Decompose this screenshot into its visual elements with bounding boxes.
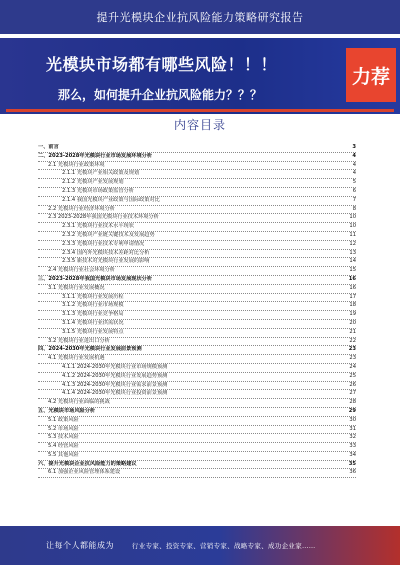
toc-entry-page: 4 — [352, 170, 356, 177]
toc-title: 内容目录 — [173, 118, 226, 132]
toc-entry-page: 33 — [349, 443, 356, 450]
toc-entry-text: 2.1.1 光模块产业相关政策及规划 — [62, 170, 140, 177]
footer-bar — [0, 526, 400, 565]
toc-entry[interactable] — [38, 426, 356, 435]
toc-entry[interactable] — [38, 320, 356, 329]
toc-entry-page: 19 — [349, 311, 356, 318]
toc-entry-page: 16 — [348, 275, 356, 282]
toc-entry[interactable] — [38, 144, 356, 153]
toc-entry-page: 29 — [348, 407, 356, 414]
report-title: 提升光模块企业抗风险能力策略研究报告 — [96, 11, 304, 24]
toc-entry-text: 4.2 光模块行业面临的挑战 — [48, 399, 110, 406]
toc-entry-page: 21 — [349, 328, 356, 335]
table-of-contents — [38, 144, 356, 478]
toc-entry[interactable] — [38, 390, 356, 399]
toc-entry-text: 5.2 市场风险 — [48, 425, 79, 432]
brand-text: 力荐 — [351, 65, 390, 88]
toc-entry-page: 15 — [349, 267, 356, 274]
toc-entry-text: 2.3.4 国内外光模块技术差距对比分析 — [62, 249, 150, 256]
toc-entry-page: 11 — [349, 231, 356, 238]
toc-entry[interactable] — [38, 302, 356, 311]
toc-entry-text: 2.1.2 光模块产业发展规划 — [62, 179, 124, 186]
toc-entry-text: 4.1.4 2024-2030年光模块行业投资前景预测 — [62, 390, 168, 397]
toc-entry[interactable] — [38, 170, 356, 179]
toc-entry-text: 2.3.3 光模块行业技术专利申请情况 — [62, 240, 145, 247]
toc-entry[interactable] — [38, 223, 356, 232]
toc-entry-page: 17 — [349, 293, 356, 300]
toc-entry-text: 2.3.5 新技术对光模块行业发展的影响 — [62, 258, 150, 265]
toc-entry-page: 32 — [349, 434, 356, 441]
toc-entry[interactable] — [38, 399, 356, 408]
toc-entry-text: 4.1.2 2024-2030年光模块行业发展趋势预测 — [62, 372, 168, 379]
toc-entry-text: 六、提升光模块企业抗风险能力的策略建议 — [38, 460, 137, 467]
toc-entry-text: 四、2024-2030年光模块行业发展前景预测 — [38, 346, 142, 353]
toc-entry-page: 4 — [352, 161, 356, 168]
toc-entry-text: 3.1.1 光模块行业发展历程 — [62, 293, 124, 300]
toc-entry-page: 23 — [348, 346, 356, 353]
toc-entry[interactable] — [38, 197, 356, 206]
footer-roles: 行业专家、投资专家、营销专家、战略专家、成功企业家…… — [132, 542, 316, 550]
toc-entry-text: 2.4 光模块行业社会环境分析 — [48, 267, 115, 274]
banner-accent-line — [6, 109, 394, 112]
toc-entry-text: 3.1 光模块行业发展概况 — [48, 284, 105, 291]
toc-entry[interactable] — [38, 338, 356, 347]
toc-entry-page: 5 — [352, 179, 356, 186]
toc-entry[interactable] — [38, 434, 356, 443]
toc-entry-text: 2.3 2023-2028年我国光模块行业技术环境分析 — [48, 214, 159, 221]
toc-entry-text: 五、光模块市场风险分析 — [38, 407, 96, 414]
toc-entry[interactable] — [38, 469, 356, 478]
toc-entry-page: 3 — [352, 144, 356, 150]
toc-entry[interactable] — [38, 153, 356, 162]
toc-entry[interactable] — [38, 241, 356, 250]
toc-entry-text: 5.4 经营风险 — [48, 443, 79, 450]
toc-entry-text: 2.1 光模块行业政策环境 — [48, 161, 105, 168]
toc-entry-page: 10 — [349, 214, 356, 221]
toc-entry-text: 2.3.1 光模块行业技术水平现状 — [62, 223, 134, 230]
toc-entry[interactable] — [38, 285, 356, 294]
toc-entry[interactable] — [38, 355, 356, 364]
footer-slogan: 让每个人都能成为 — [46, 541, 114, 550]
toc-entry-page: 8 — [352, 205, 356, 212]
toc-entry-page: 7 — [352, 196, 356, 203]
toc-entry[interactable] — [38, 417, 356, 426]
toc-entry[interactable] — [38, 329, 356, 338]
toc-entry[interactable] — [38, 373, 356, 382]
toc-entry-page: 22 — [349, 337, 356, 344]
toc-entry-text: 2.2 光模块行业经济环境分析 — [48, 205, 115, 212]
toc-entry[interactable] — [38, 267, 356, 276]
toc-entry[interactable] — [38, 214, 356, 223]
toc-entry[interactable] — [38, 364, 356, 373]
toc-entry[interactable] — [38, 311, 356, 320]
toc-entry[interactable] — [38, 179, 356, 188]
toc-entry[interactable] — [38, 206, 356, 215]
toc-entry-text: 5.3 技术风险 — [48, 434, 79, 441]
toc-entry[interactable] — [38, 162, 356, 171]
toc-entry[interactable] — [38, 408, 356, 417]
toc-entry[interactable] — [38, 250, 356, 259]
toc-entry-text: 4.1 光模块行业发展机遇 — [48, 355, 105, 362]
toc-entry[interactable] — [38, 276, 356, 285]
toc-entry[interactable] — [38, 346, 356, 355]
toc-entry-page: 36 — [349, 469, 356, 476]
toc-entry-page: 35 — [348, 460, 356, 467]
banner-headline-1: 光模块市场都有哪些风险！！！ — [46, 55, 278, 74]
toc-entry-page: 16 — [349, 284, 356, 291]
toc-entry-text: 2.1.4 我国光模块产业政策与国际政策对比 — [62, 196, 160, 203]
toc-entry[interactable] — [38, 452, 356, 461]
toc-entry-page: 26 — [349, 381, 356, 388]
toc-entry-text: 3.1.2 光模块行业市场规模 — [62, 302, 124, 309]
toc-entry[interactable] — [38, 294, 356, 303]
toc-entry-text: 3.1.4 光模块行业供需状况 — [62, 319, 124, 326]
toc-entry-page: 12 — [349, 240, 356, 247]
toc-entry-text: 4.1.3 2024-2030年光模块行业需求前景预测 — [62, 381, 168, 388]
toc-entry-page: 14 — [349, 258, 356, 265]
toc-entry-page: 4 — [352, 152, 356, 159]
toc-entry-page: 20 — [349, 319, 356, 326]
toc-entry-page: 24 — [349, 363, 356, 370]
toc-entry[interactable] — [38, 232, 356, 241]
toc-entry-page: 31 — [349, 425, 356, 432]
toc-entry-page: 30 — [349, 416, 356, 423]
toc-entry-page: 6 — [352, 187, 356, 194]
toc-entry-text: 4.1.1 2024-2030年光模块行业市场规模预测 — [62, 363, 168, 370]
toc-entry-page: 25 — [349, 372, 356, 379]
toc-entry-text: 一、前言 — [38, 144, 59, 150]
toc-entry[interactable] — [38, 382, 356, 391]
toc-entry[interactable] — [38, 443, 356, 452]
toc-entry[interactable] — [38, 188, 356, 197]
toc-entry-text: 二、2023-2028年光模块行业市场发展环境分析 — [38, 152, 153, 159]
toc-entry-text: 2.1.3 光模块市场政策监管分析 — [62, 187, 134, 194]
toc-entry-page: 13 — [349, 249, 356, 256]
toc-entry-text: 6.1 加强企业风险管理体系建设 — [48, 469, 121, 476]
toc-entry-page: 34 — [349, 451, 356, 458]
toc-entry-text: 3.2 光模块行业进出口分析 — [48, 337, 110, 344]
toc-entry-page: 28 — [349, 399, 356, 406]
toc-entry-text: 三、2023-2028年我国光模块市场发展现状分析 — [38, 275, 153, 282]
toc-entry-text: 5.5 其他风险 — [48, 451, 79, 458]
toc-entry-text: 3.1.5 光模块行业发展特点 — [62, 328, 124, 335]
toc-entry-page: 18 — [349, 302, 356, 309]
banner-headline-2: 那么，如何提升企业抗风险能力？？？ — [58, 88, 263, 102]
top-header-bar — [0, 0, 400, 34]
toc-entry-text: 3.1.3 光模块行业竞争格局 — [62, 311, 124, 318]
toc-entry-page: 27 — [349, 390, 356, 397]
toc-entry[interactable] — [38, 258, 356, 267]
toc-entry-page: 23 — [349, 355, 356, 362]
brand-badge — [346, 48, 396, 102]
toc-entry-text: 5.1 政策风险 — [48, 416, 79, 423]
toc-entry-page: 10 — [349, 223, 356, 230]
toc-entry-text: 2.3.2 光模块产业链关键技术及发展趋势 — [62, 231, 155, 238]
toc-entry[interactable] — [38, 461, 356, 470]
